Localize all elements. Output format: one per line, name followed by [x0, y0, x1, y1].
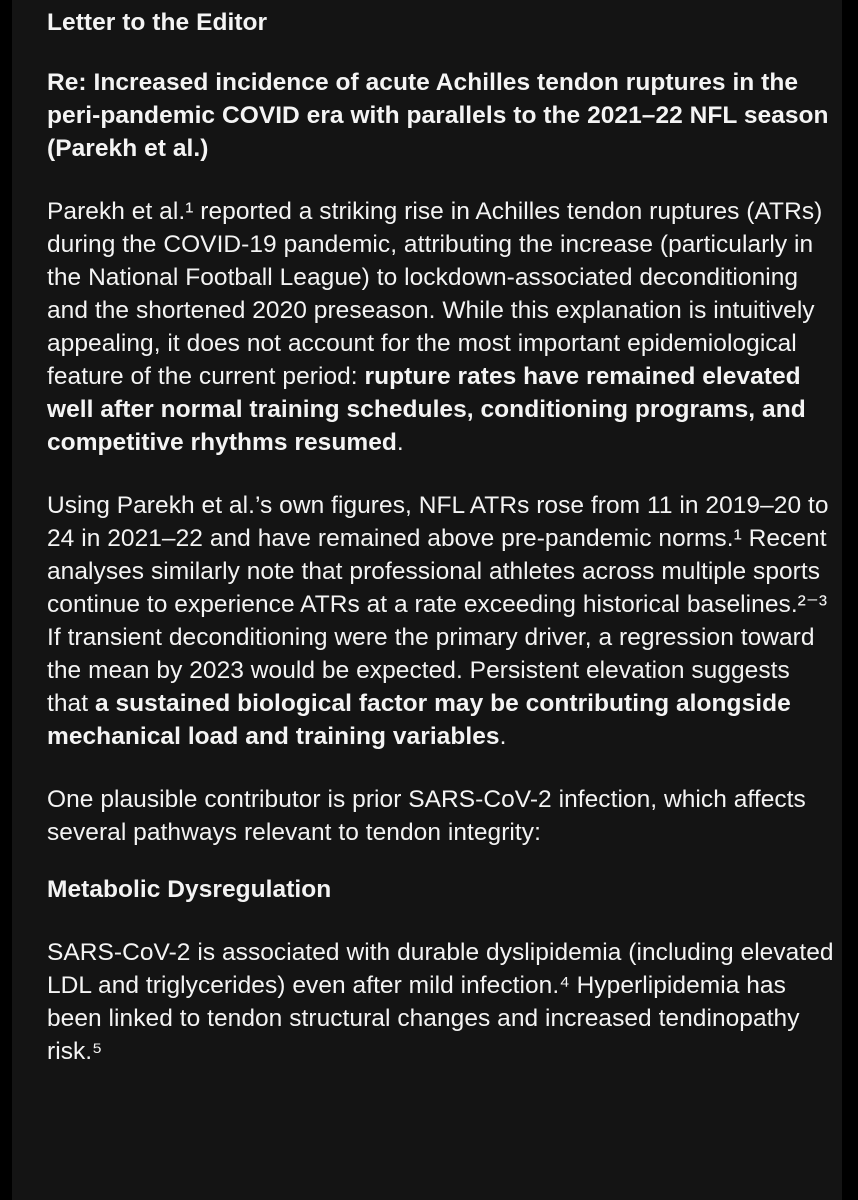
letter-title: Letter to the Editor: [47, 9, 268, 36]
paragraph-1-emphasis: rupture rates have remained elevated well after normal training schedules, conditioning programs, and competitive rhythms resumed: [47, 363, 806, 456]
re-heading: Re: Increased incidence of acute Achilles tendon ruptures in the peri-pandemic COVID era with parallels to the 2021–22 NFL season (Parekh et al.): [47, 69, 829, 162]
paragraph-2-end: .: [499, 723, 507, 750]
paragraph-1-text: Parekh et al.¹ reported a striking rise in Achilles tendon ruptures (ATRs) during the COVID-19 pandemic, attributing the increase (particularly in the National Football League) to lockdown-associated deconditioning and the shortened 2020 preseason. While this explanation is intuitively appealing, it does not account for the most important epidemiological feature of the current period:: [47, 198, 823, 390]
paragraph-1-end: .: [396, 429, 404, 456]
paragraph-2-text: Using Parekh et al.’s own figures, NFL ATRs rose from 11 in 2019–20 to 24 in 2021–22 and have remained above pre-pandemic norms.¹ Recent analyses similarly note that professional athletes across multiple sports continue to experience ATRs at a rate exceeding historical baselines.²⁻³ If transient deconditioning were the primary driver, a regression toward the mean by 2023 would be expected. Persistent elevation suggests that: [47, 492, 829, 717]
paragraph-1: [47, 195, 837, 459]
letter-content: [47, 6, 837, 1068]
paragraph-4: SARS-CoV-2 is associated with durable dyslipidemia (including elevated LDL and triglycerides) even after mild infection.⁴ Hyperlipidemia has been linked to tendon structural changes and increased tendinopathy risk.⁵: [47, 939, 834, 1065]
paragraph-3: One plausible contributor is prior SARS-CoV-2 infection, which affects several pathways relevant to tendon integrity:: [47, 786, 806, 846]
paragraph-2: [47, 489, 837, 753]
section-heading: Metabolic Dysregulation: [47, 876, 332, 903]
letter-page: [12, 0, 842, 1200]
paragraph-2-emphasis: a sustained biological factor may be contributing alongside mechanical load and training variables: [47, 690, 791, 750]
